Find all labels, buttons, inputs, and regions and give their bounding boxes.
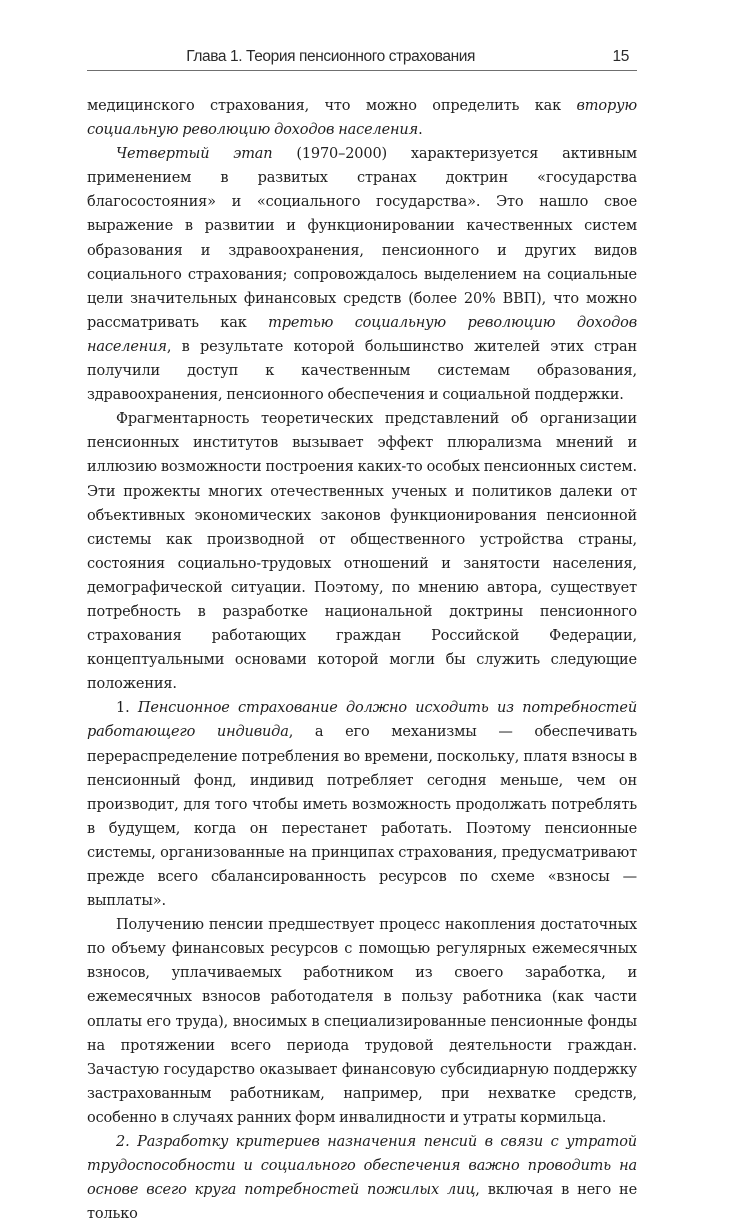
paragraph-6 (87, 1130, 637, 1226)
page-number: 15 (612, 48, 629, 65)
paragraph-3 (87, 407, 637, 696)
text-run: (1970–2000) характеризуется активным применением в развитых странах доктрин «государства благосостояния» и «социального государства». Это нашло свое выражение в развитии и функционировании качественных систем образования и здравоохранения, пенсионного и других видов социального страхования; сопровождалось выделением на социальные цели значительных финансовых средств (более 20% ВВП), что можно рассматривать как (87, 146, 637, 331)
text-run: , в результате которой большинство жителей этих стран получили доступ к качественным системам образования, здравоохранения, пенсионного обеспечения и социальной поддержки. (87, 338, 637, 404)
text-run: , а его механизмы — обеспечивать перераспределение потребления во времени, поскольку, платя взносы в пенсионный фонд, индивид потребляет сегодня меньше, чем он производит, для того чтобы иметь возможность продолжать потреблять в будущем, когда он перестанет работать. Поэтому пенсионные системы, организованные на принципах страхования, предусматривают прежде всего сбалансированность ресурсов по схеме «взносы — выплаты». (87, 724, 637, 910)
text-run: Фрагментарность теоретических представлений об организации пенсионных институтов вызывает эффект плюрализма мнений и иллюзию возможности построения каких-то особых пенсионных систем. Эти прожекты многих отечественных ученых и политиков далеки от объективных экономических законов функционирования пенсионной системы как производной от общественного устройства страны, состояния социально-трудовых отношений и занятости населения, демографической ситуации. Поэтому, по мнению автора, существует потребность в разработке национальной доктрины пенсионного страхования работающих граждан Российской Федерации, концептуальными основами которой могли бы служить следующие положения. (87, 411, 637, 693)
text-run: , включая в него не только (87, 1182, 638, 1223)
chapter-title: Глава 1. Теория пенсионного страхования (186, 48, 475, 65)
text-run: . (418, 122, 423, 139)
running-header (87, 44, 637, 71)
italic-run: Четвертый этап (116, 146, 273, 163)
body-text (87, 94, 637, 1226)
paragraph-1 (87, 94, 637, 142)
italic-run: вторую социальную революцию доходов населения (87, 98, 637, 139)
italic-run: Пенсионное страхование должно исходить из потребностей работающего индивида (87, 700, 638, 741)
italic-run: третью социальную революцию доходов населения (87, 314, 637, 355)
italic-run: 2. Разработку критериев назначения пенсий в связи с утратой трудоспособности и социального обеспечения важно проводить на основе всего круга потребностей пожилых лиц (87, 1134, 637, 1199)
paragraph-2 (87, 142, 637, 407)
paragraph-4 (87, 696, 637, 913)
text-run: медицинского страхования, что можно определить как (87, 98, 577, 114)
text-run: 1. (116, 700, 138, 717)
text-run: Получению пенсии предшествует процесс накопления достаточных по объему финансовых ресурсов с помощью регулярных ежемесячных взносов, уплачиваемых работником из своего заработка, и ежемесячных взносов работодателя в пользу работника (как части оплаты его труда), вносимых в специализированные пенсионные фонды на протяжении всего периода трудовой деятельности граждан. Зачастую государство оказывает финансовую субсидиарную поддержку застрахованным работникам, например, при нехватке средств, особенно в случаях ранних форм инвалидности и утраты кормильца. (87, 917, 637, 1126)
paragraph-5 (87, 913, 637, 1130)
